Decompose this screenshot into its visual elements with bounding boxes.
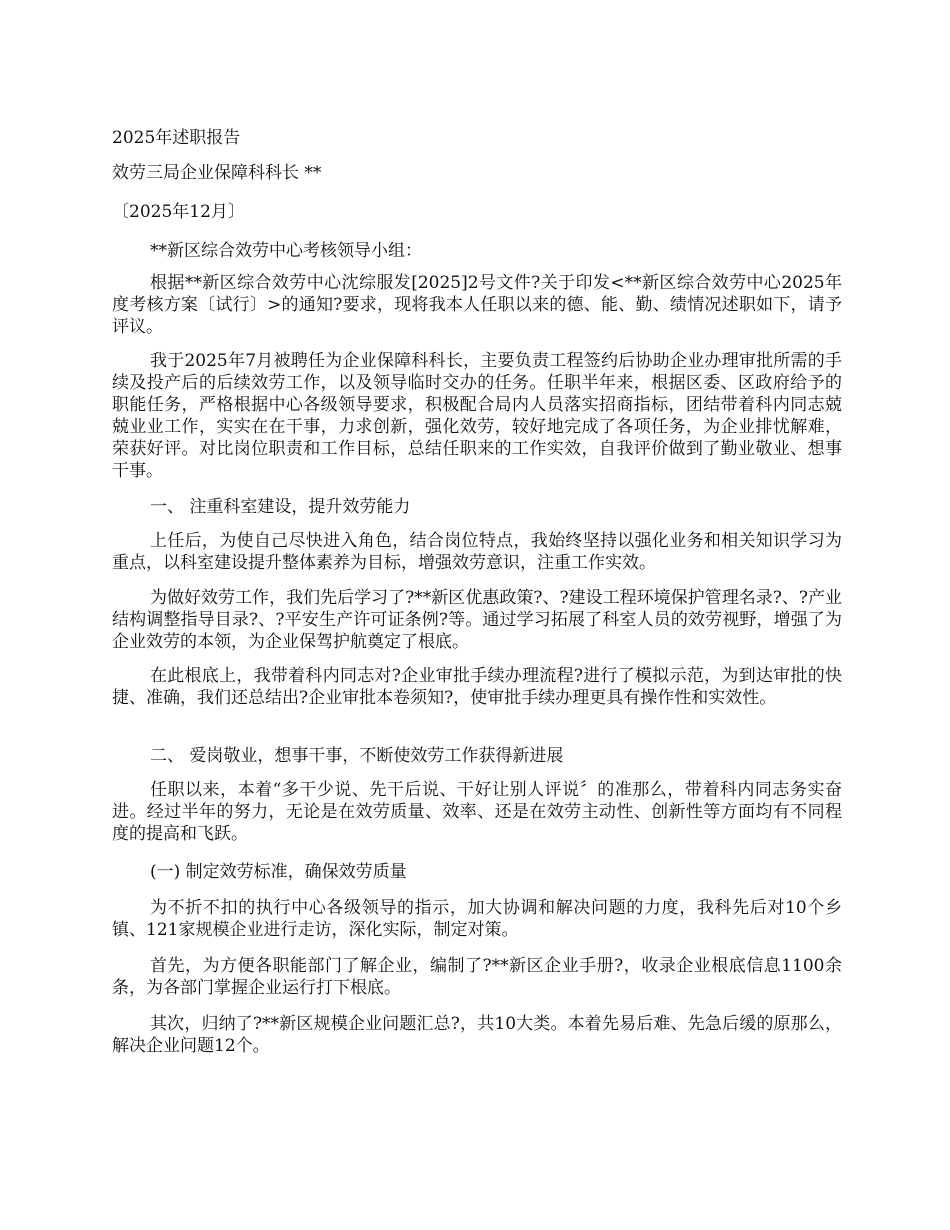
paragraph-5: 在此根底上，我带着科内同志对?企业审批手续办理流程?进行了模拟示范，为到达审批的快捷、准确，我们还总结出?企业审批本卷须知?，使审批手续办理更具有操作性和实效性。 [112, 666, 842, 708]
section-heading-2: 二、 爱岗敬业，想事干事，不断使效劳工作获得新进展 [150, 746, 564, 766]
paragraph-1: 根据**新区综合效劳中心沈综服发[2025]2号文件?关于印发<**新区综合效劳中心2025年度考核方案〔试行〕>的通知?要求，现将我本人任职以来的德、能、勤、绩情况述职如下，请予评议。 [112, 273, 842, 337]
subsection-heading-1: (一) 制定效劳标准，确保效劳质量 [150, 862, 407, 882]
paragraph-4: 为做好效劳工作，我们先后学习了?**新区优惠政策?、?建设工程环境保护管理名录?、?产业结构调整指导目录?、?平安生产许可证条例?等。通过学习拓展了科室人员的效劳视野，增强了为企业效劳的本领，为企业保驾护航奠定了根底。 [112, 588, 842, 652]
paragraph-3: 上任后，为使自己尽快进入角色，结合岗位特点，我始终坚持以强化业务和相关知识学习为重点，以科室建设提升整体素养为目标，增强效劳意识，注重工作实效。 [112, 531, 842, 573]
paragraph-9: 其次，归纳了?**新区规模企业问题汇总?，共10大类。本着先易后难、先急后缓的原那么，解决企业问题12个。 [112, 1014, 842, 1056]
paragraph-2: 我于2025年7月被聘任为企业保障科科长，主要负责工程签约后协助企业办理审批所需的手续及投产后的后续效劳工作，以及领导临时交办的任务。任职半年来，根据区委、区政府给予的职能任务，严格根据中心各级领导要求，积极配合局内人员落实招商指标，团结带着科内同志兢兢业业工作，实实在在干事，力求创新，强化效劳，较好地完成了各项任务，为企业排忧解难，荣获好评。对比岗位职责和工作目标，总结任职来的工作实效，自我评价做到了勤业敬业、想事干事。 [112, 351, 842, 481]
date-line: 〔2025年12月〕 [112, 202, 245, 222]
paragraph-8: 首先，为方便各职能部门了解企业，编制了?**新区企业手册?，收录企业根底信息1100余条，为各部门掌握企业运行打下根底。 [112, 956, 842, 998]
paragraph-6: 任职以来，本着“多干少说、先干后说、干好让别人评说〞的准那么，带着科内同志务实奋进。经过半年的努力，无论是在效劳质量、效率、还是在效劳主动性、创新性等方面均有不同程度的提高和飞跃。 [112, 780, 842, 844]
salutation: **新区综合效劳中心考核领导小组： [150, 241, 422, 261]
author-line: 效劳三局企业保障科科长 ** [112, 163, 322, 183]
paragraph-7: 为不折不扣的执行中心各级领导的指示，加大协调和解决问题的力度，我科先后对10个乡镇、121家规模企业进行走访，深化实际，制定对策。 [112, 898, 842, 940]
document-title: 2025年述职报告 [112, 128, 241, 148]
section-heading-1: 一、 注重科室建设，提升效劳能力 [150, 497, 411, 517]
